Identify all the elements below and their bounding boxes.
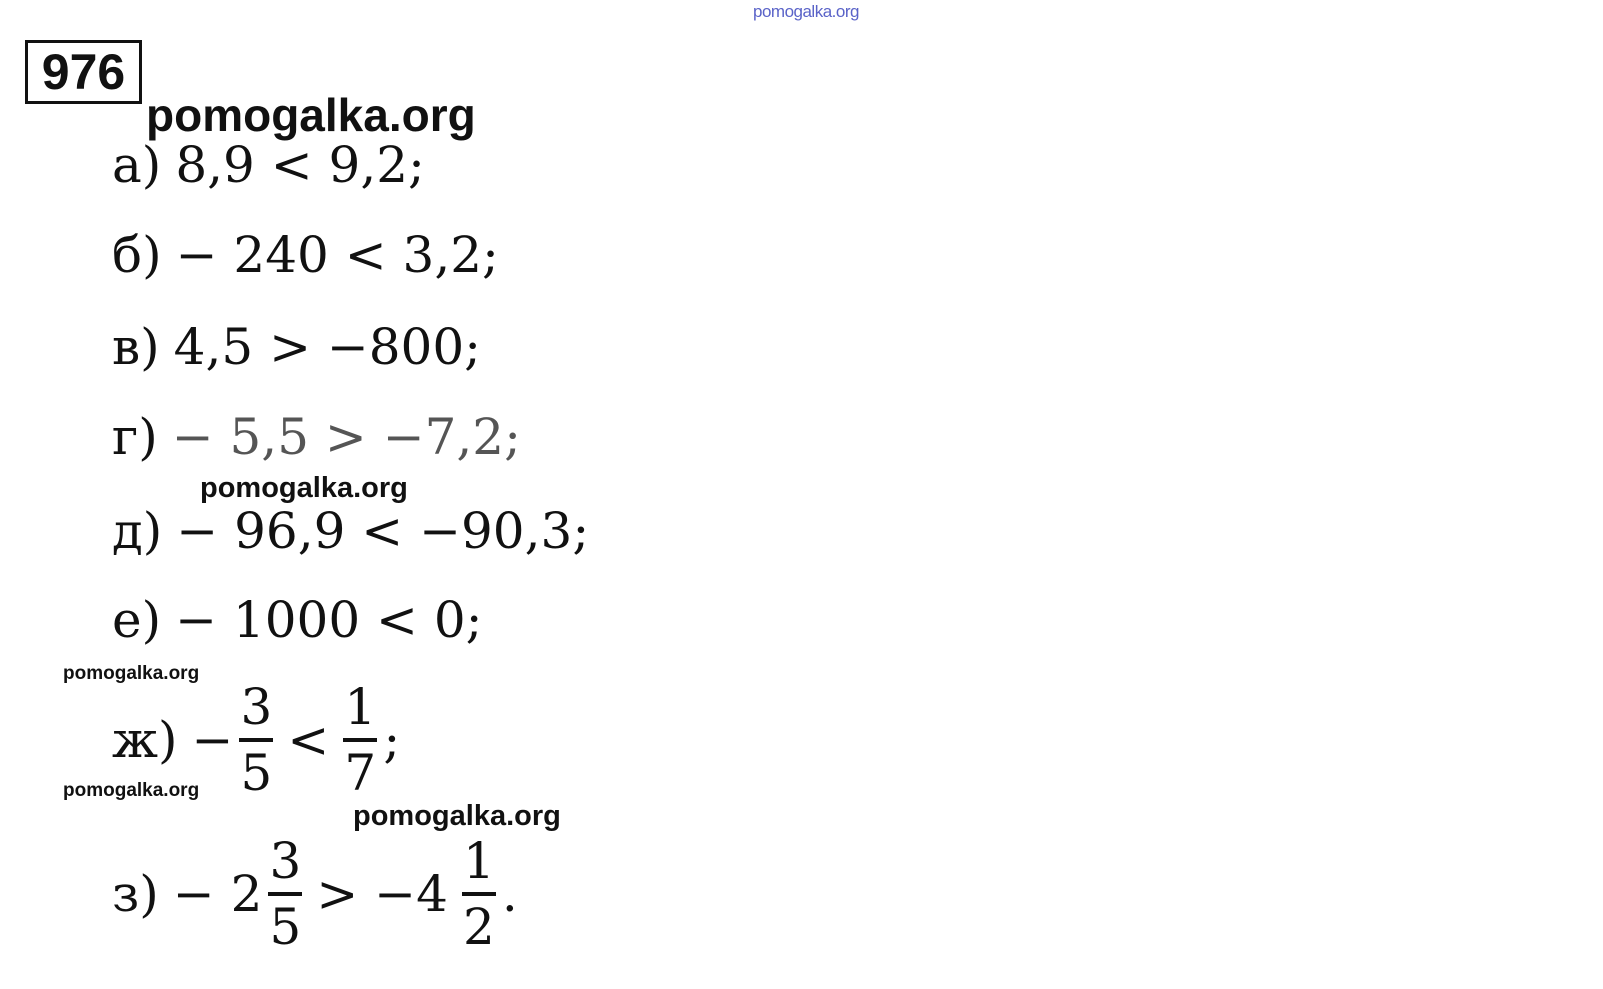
watermark-mid-1: pomogalka.org [200, 472, 408, 504]
watermark-main: pomogalka.org [146, 89, 476, 141]
fraction-1 [239, 678, 273, 802]
answer-line-b [112, 226, 499, 284]
answer-label: д) [112, 502, 163, 560]
answer-expression: 8,9 < 9,2; [175, 136, 425, 194]
answer-line-d [112, 502, 590, 560]
watermark-mid-2: pomogalka.org [353, 800, 561, 832]
answer-expression: 4,5 > −800; [173, 318, 482, 376]
watermark-small-1: pomogalka.org [63, 663, 200, 684]
answer-line-a [112, 136, 425, 194]
answer-label: б) [112, 226, 162, 284]
line-end: ; [383, 711, 401, 769]
fraction-numerator: 1 [344, 678, 377, 736]
watermark-small-2: pomogalka.org [63, 780, 200, 801]
comparison-operator: > −4 [316, 865, 448, 923]
minus-sign: − [191, 711, 234, 769]
answer-expression: − 5,5 > −7,2; [171, 408, 521, 466]
answer-expression: − 1000 < 0; [175, 591, 483, 649]
comparison-operator: < [287, 711, 330, 769]
line-end: . [501, 865, 518, 923]
answer-line-v [112, 318, 482, 376]
fraction-numerator: 1 [462, 832, 495, 890]
fraction-numerator: 3 [240, 678, 273, 736]
answer-label: е) [112, 591, 162, 649]
answer-expression: − 240 < 3,2; [175, 226, 499, 284]
answer-expression: − 96,9 < −90,3; [176, 502, 590, 560]
answer-label: г) [112, 408, 158, 466]
answer-label: а) [112, 136, 162, 194]
whole-part: − 2 [172, 865, 263, 923]
answer-label: в) [112, 318, 160, 376]
answer-label: ж) [112, 711, 178, 769]
answer-line-g [112, 408, 521, 466]
answer-line-e [112, 591, 483, 649]
watermark-top: pomogalka.org [753, 2, 859, 21]
fraction-numerator: 3 [269, 832, 302, 890]
problem-number: 976 [25, 40, 142, 104]
fraction-denominator: 2 [462, 898, 495, 956]
answer-line-z [112, 832, 518, 956]
fraction-denominator: 5 [269, 898, 302, 956]
fraction-1 [268, 832, 302, 956]
fraction-2 [343, 678, 377, 802]
answer-label: з) [112, 865, 159, 923]
fraction-denominator: 5 [240, 744, 273, 802]
fraction-denominator: 7 [344, 744, 377, 802]
fraction-2 [462, 832, 496, 956]
